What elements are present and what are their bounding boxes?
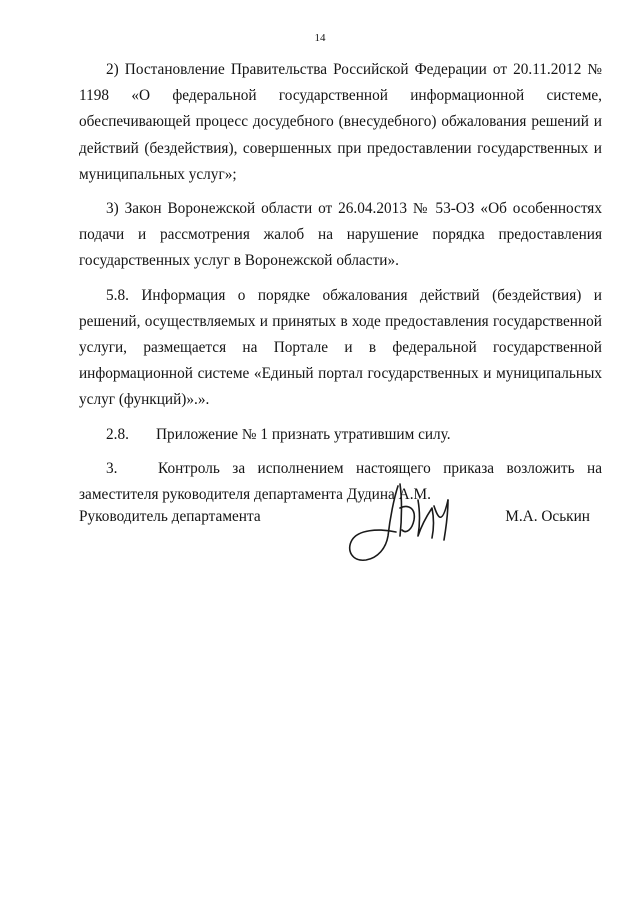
item-2-8-text: Приложение № 1 признать утратившим силу. <box>156 425 451 443</box>
signatory-name: М.А. Оськин <box>505 508 590 525</box>
paragraph-5-8: 5.8. Информация о порядке обжалования действий (бездействия) и решений, осуществляемых и принятых в ходе предоставления государственной услуги, размещается на Портале и в федеральной государственной информационной системе «Единый портал государственных и муниципальных услуг (функций)».». <box>79 286 602 409</box>
item-3-text: Контроль за исполнением настоящего приказа возложить на заместителя руководителя департамента Дудина А.М. <box>79 459 602 504</box>
item-2-8 <box>79 422 602 448</box>
signatory-position: Руководитель департамента <box>79 508 261 525</box>
paragraph-voronezh-law: 3) Закон Воронежской области от 26.04.2013 № 53-ОЗ «Об особенностях подачи и рассмотрения жалоб на нарушение порядка предоставления государственных услуг в Воронежской области». <box>79 200 602 270</box>
item-3-number: 3. <box>106 459 118 477</box>
page-number: 14 <box>314 32 326 44</box>
handwritten-signature <box>338 478 468 568</box>
paragraph-government-decree: 2) Постановление Правительства Российской Федерации от 20.11.2012 № 1198 «О федеральной государственной информационной системе, обеспечивающей процесс досудебного (внесудебного) обжалования решений и действий (бездействия), совершенных при предоставлении государственных и муниципальных услуг»; <box>79 61 602 183</box>
document-body <box>79 57 602 516</box>
item-2-8-number: 2.8. <box>106 425 129 443</box>
